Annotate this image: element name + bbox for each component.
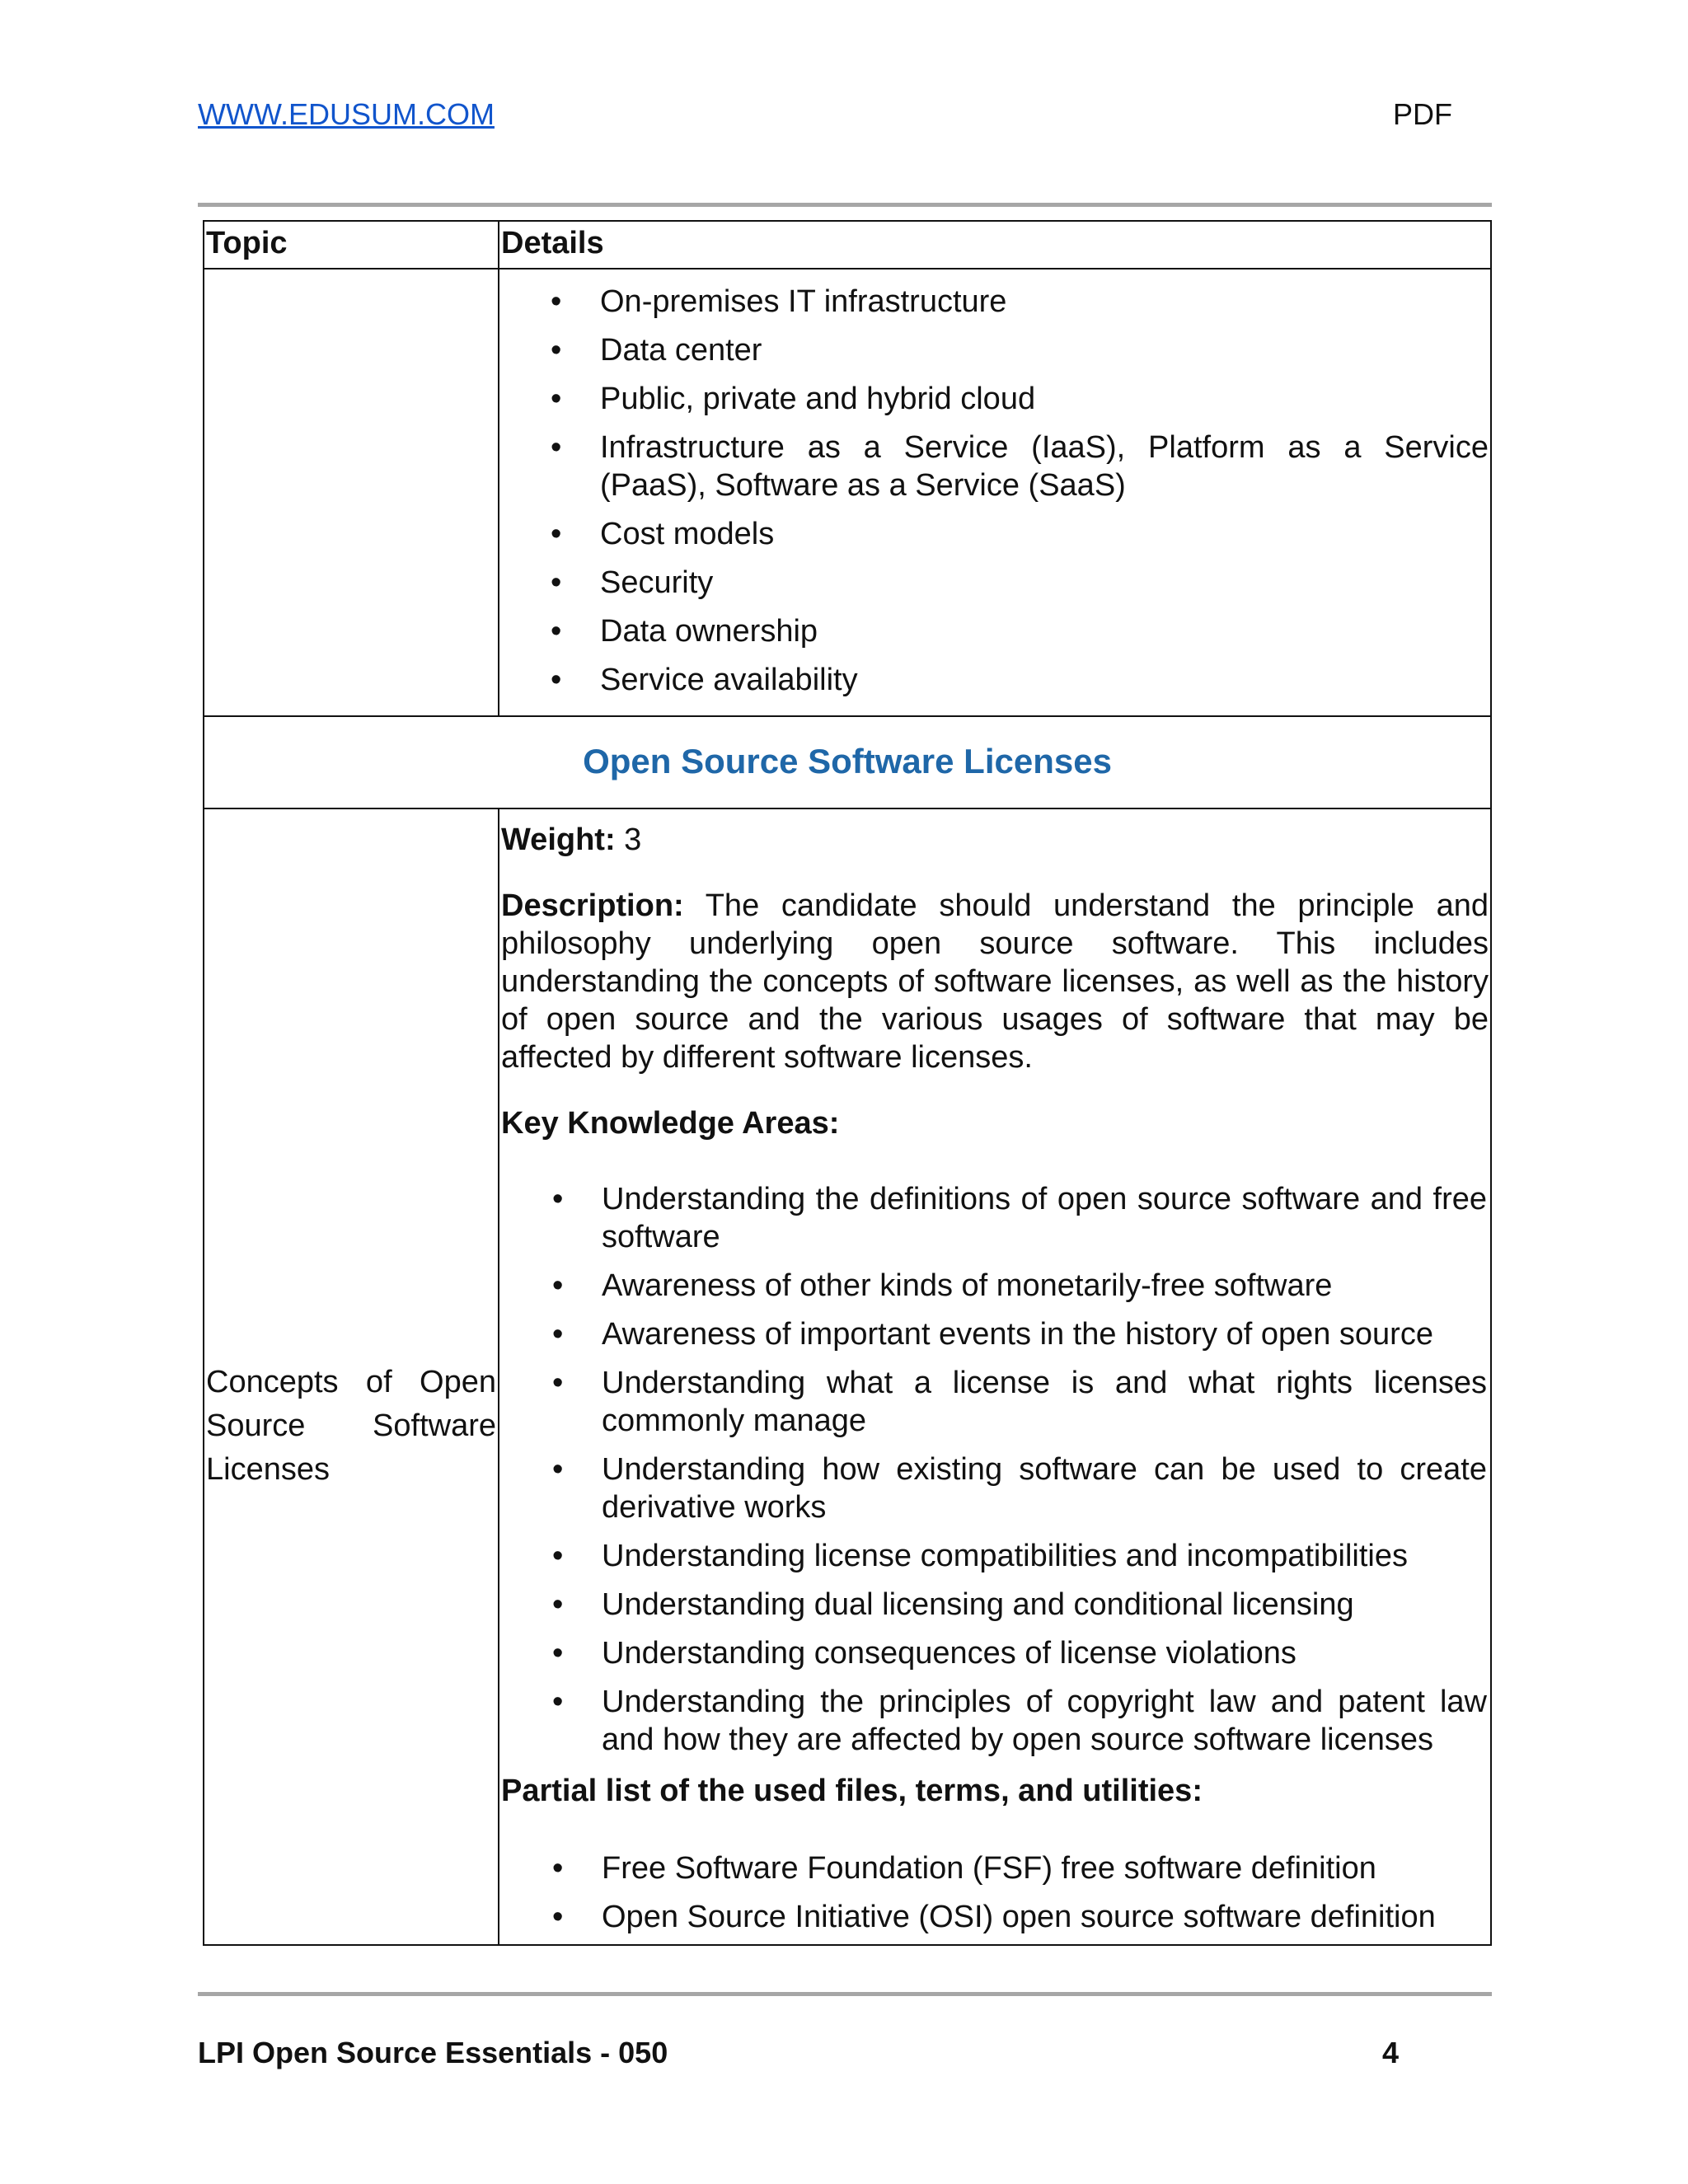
- details-cell: [499, 808, 1491, 1945]
- syllabus-table: [203, 220, 1492, 1946]
- list-item: • Understanding the definitions of open source software and free software: [501, 1180, 1489, 1256]
- list-item: • Cost models: [499, 515, 1490, 553]
- section-cell: [204, 716, 1491, 808]
- partial-list-heading: Partial list of the used files, terms, and utilities:: [501, 1774, 1203, 1808]
- topic-name: [206, 1262, 496, 1492]
- description-text: The candidate should understand the principle and philosophy underlying open source software. This includes understanding the concepts of software licenses, as well as the history of open source and the various usages of software that may be affected by different software licenses.: [501, 888, 1489, 1075]
- column-header-topic: Topic: [204, 221, 499, 269]
- site-link[interactable]: WWW.EDUSUM.COM: [198, 97, 495, 131]
- footer-title: LPI Open Source Essentials - 050: [198, 2036, 668, 2069]
- weight-value: 3: [624, 823, 642, 857]
- description-label: Description:: [501, 888, 684, 923]
- list-item: • Awareness of important events in the history of open source: [501, 1315, 1489, 1353]
- list-item: • Data center: [499, 331, 1490, 369]
- topic-cell: [204, 808, 499, 1945]
- list-item: • Open Source Initiative (OSI) open source software definition: [501, 1898, 1489, 1936]
- key-knowledge-list: [501, 1180, 1489, 1759]
- table-row: [204, 269, 1491, 716]
- list-item: • Understanding the principles of copyright law and patent law and how they are affected by open source software licenses: [501, 1683, 1489, 1759]
- partial-list: [501, 1849, 1489, 1936]
- list-item: • Understanding how existing software can be used to create derivative works: [501, 1451, 1489, 1526]
- list-item: • Awareness of other kinds of monetarily-free software: [501, 1267, 1489, 1305]
- list-item: • On-premises IT infrastructure: [499, 283, 1490, 321]
- list-item: • Understanding dual licensing and conditional licensing: [501, 1586, 1489, 1624]
- footer-divider: [198, 1992, 1492, 1996]
- list-item: • Understanding license compatibilities and incompatibilities: [501, 1537, 1489, 1575]
- topic-line: Licenses: [206, 1452, 330, 1487]
- empty-topic-cell: [204, 269, 499, 716]
- list-item: • Infrastructure as a Service (IaaS), Platform as a Service (PaaS), Software as a Service (SaaS): [499, 429, 1490, 504]
- header-divider: [198, 203, 1492, 207]
- weight-label: Weight:: [501, 823, 616, 857]
- section-row: [204, 716, 1491, 808]
- table-row: [204, 808, 1491, 1945]
- list-item: • Free Software Foundation (FSF) free software definition: [501, 1849, 1489, 1887]
- table-header-row: [204, 221, 1491, 269]
- list-item: • Service availability: [499, 661, 1490, 699]
- details-cell: [499, 269, 1491, 716]
- topic-line: Concepts of Open Source Software: [206, 1365, 496, 1443]
- list-item: • Data ownership: [499, 612, 1490, 650]
- list-item: • Security: [499, 564, 1490, 602]
- column-header-details: Details: [499, 221, 1491, 269]
- key-knowledge-heading: Key Knowledge Areas:: [501, 1106, 840, 1141]
- description-paragraph: [501, 887, 1489, 1076]
- list-item: • Understanding what a license is and what rights licenses commonly manage: [501, 1364, 1489, 1440]
- list-item: • Public, private and hybrid cloud: [499, 380, 1490, 418]
- list-item: • Understanding consequences of license violations: [501, 1634, 1489, 1672]
- page-number: 4: [1382, 2036, 1400, 2069]
- weight-line: [501, 821, 1489, 859]
- doc-type-label: PDF: [1393, 97, 1452, 131]
- section-title: Open Source Software Licenses: [583, 742, 1112, 780]
